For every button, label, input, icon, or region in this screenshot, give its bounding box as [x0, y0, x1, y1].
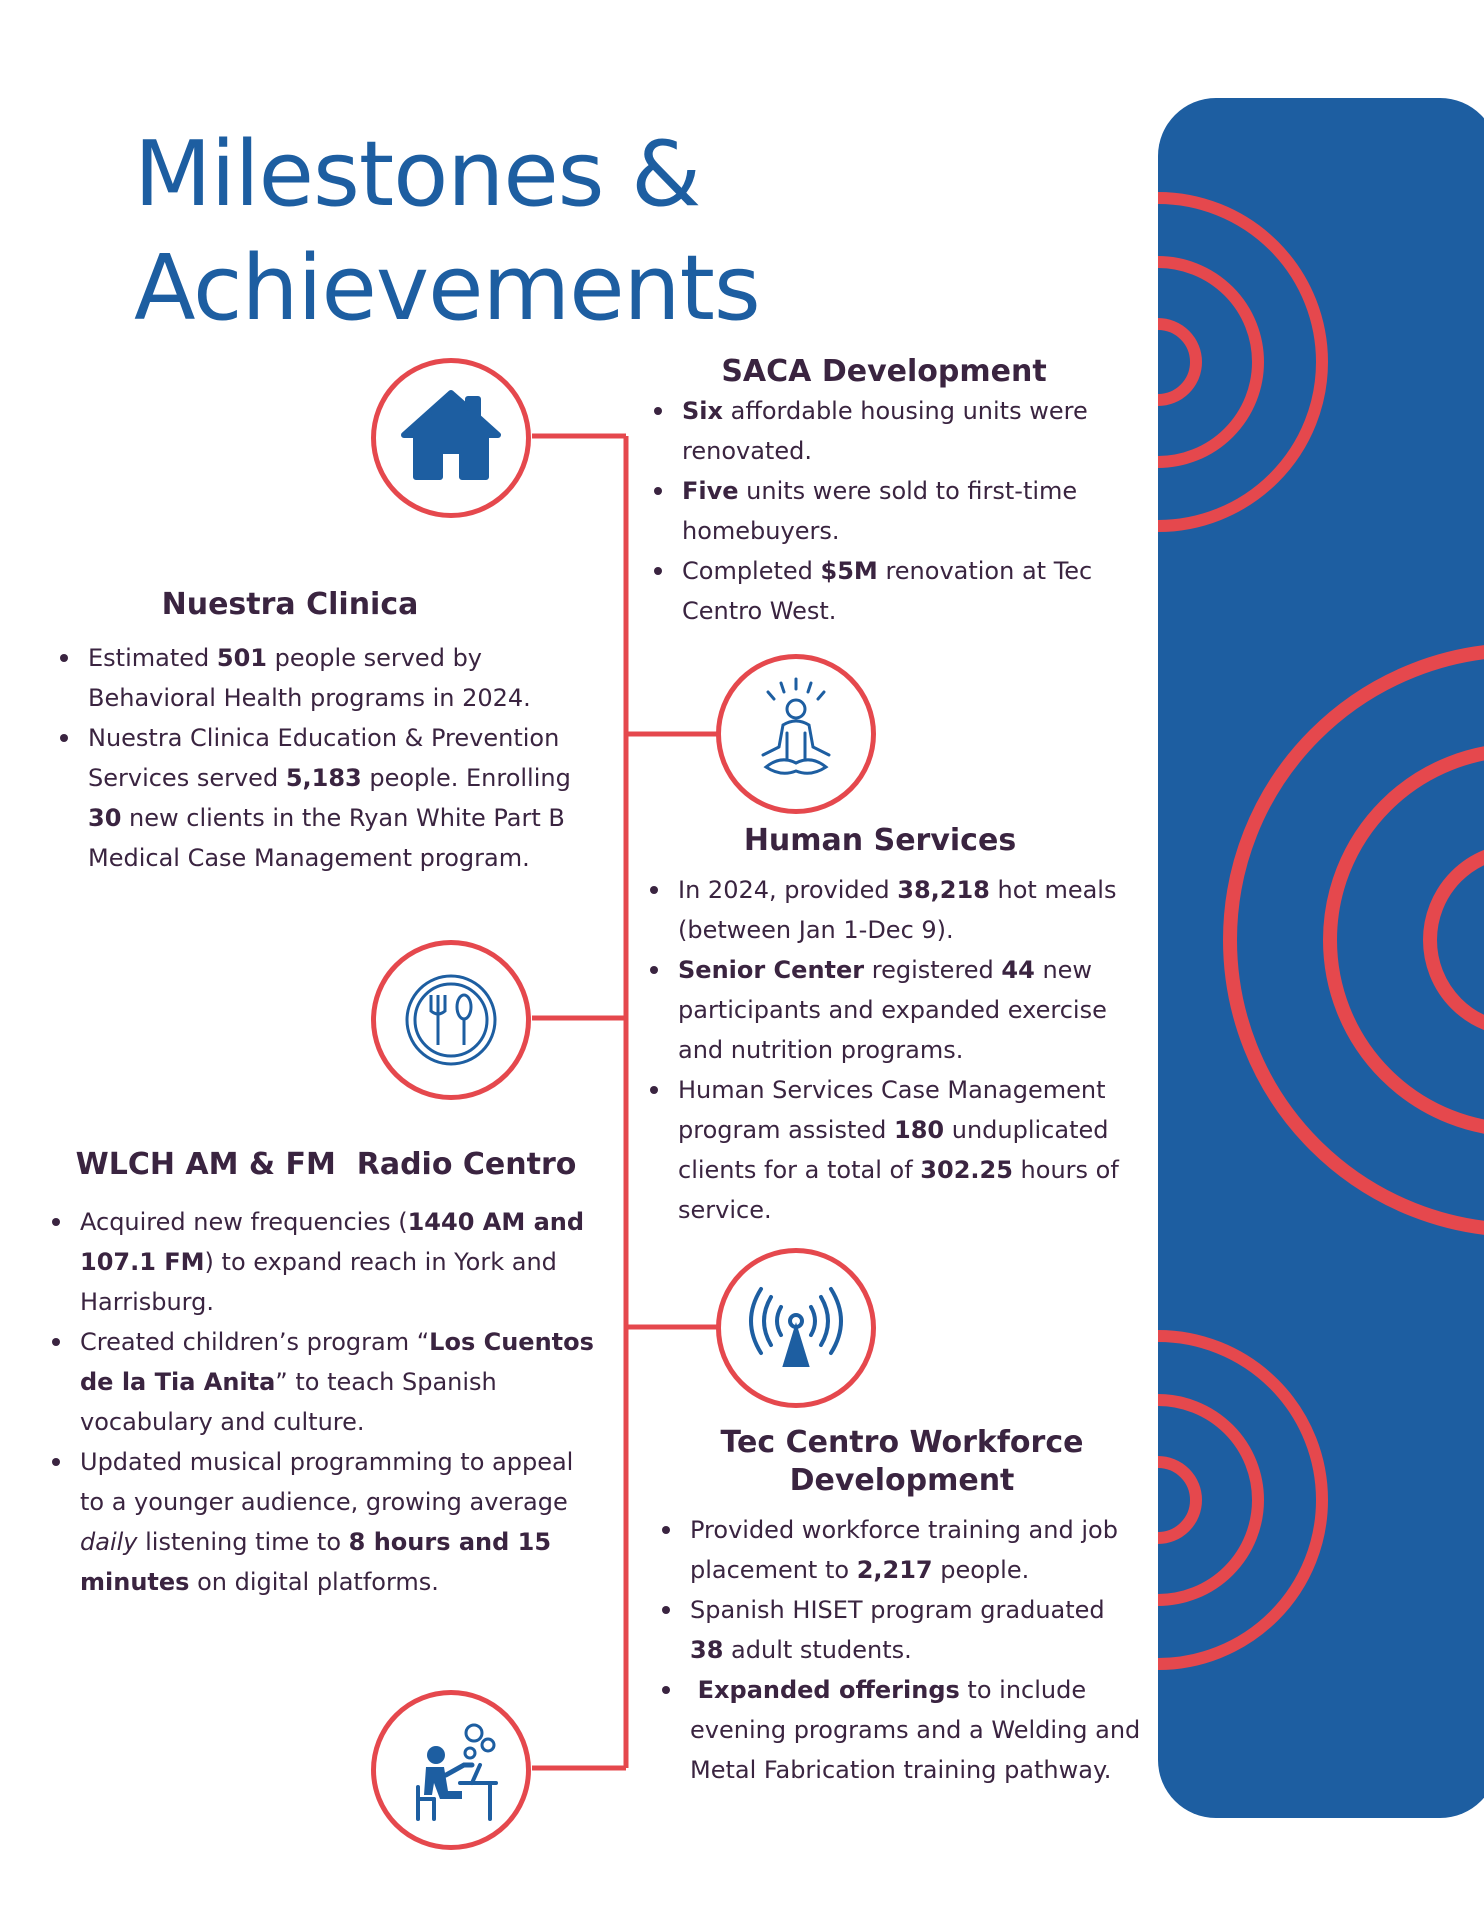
list-item: Nuestra Clinica Education & Prevention Services served 5,183 people. Enrolling 30 new clients in the Ryan White Part B Medical Case Management program. — [60, 718, 580, 878]
list-item: Updated musical programming to appeal to a younger audience, growing average daily listening time to 8 hours and 15 minutes on digital platforms. — [52, 1442, 600, 1602]
list-item: Acquired new frequencies (1440 AM and 107.1 FM) to expand reach in York and Harrisburg. — [52, 1202, 600, 1322]
list-item: Expanded offerings to include evening programs and a Welding and Metal Fabrication training pathway. — [662, 1670, 1142, 1790]
housing-icon-circle — [371, 358, 531, 518]
list-item: Completed $5M renovation at Tec Centro West. — [654, 551, 1114, 631]
meditation-icon-circle — [716, 654, 876, 814]
radio-list — [52, 1202, 600, 1602]
house-icon — [376, 363, 526, 513]
workforce-icon-circle — [371, 1690, 531, 1850]
human-services-list — [650, 870, 1130, 1230]
list-item: Spanish HISET program graduated 38 adult students. — [662, 1590, 1142, 1670]
human-services-section — [650, 822, 1130, 1230]
clinica-heading: Nuestra Clinica — [161, 587, 419, 622]
human-services-heading: Human Services — [743, 823, 1017, 858]
radio-icon-circle — [716, 1248, 876, 1408]
list-item: Estimated 501 people served by Behavioral Health programs in 2024. — [60, 638, 580, 718]
list-item: Provided workforce training and job placement to 2,217 people. — [662, 1510, 1142, 1590]
radio-heading: WLCH AM & FM Radio Centro — [75, 1147, 577, 1182]
clinica-list — [60, 638, 580, 878]
radio-section — [52, 1146, 600, 1602]
list-item: In 2024, provided 38,218 hot meals (between Jan 1-Dec 9). — [650, 870, 1130, 950]
worker-at-desk-icon — [376, 1695, 526, 1845]
radio-antenna-icon — [721, 1253, 871, 1403]
plate-fork-spoon-icon — [376, 945, 526, 1095]
clinica-section — [60, 586, 580, 878]
saca-section — [654, 353, 1114, 631]
list-item: Senior Center registered 44 new participants and expanded exercise and nutrition programs. — [650, 950, 1130, 1070]
tec-centro-heading-line-2: Development — [789, 1463, 1015, 1498]
list-item: Human Services Case Management program assisted 180 unduplicated clients for a total of 302.25 hours of service. — [650, 1070, 1130, 1230]
tec-centro-heading-line-1: Tec Centro Workforce — [720, 1425, 1084, 1460]
tec-centro-heading — [662, 1424, 1142, 1500]
meditation-icon — [721, 659, 871, 809]
tec-centro-list — [662, 1510, 1142, 1790]
saca-heading: SACA Development — [721, 354, 1047, 389]
meals-icon-circle — [371, 940, 531, 1100]
list-item: Created children’s program “Los Cuentos de la Tia Anita” to teach Spanish vocabulary and culture. — [52, 1322, 600, 1442]
tec-centro-section — [662, 1424, 1142, 1790]
list-item: Six affordable housing units were renovated. — [654, 391, 1114, 471]
title-line-1: Milestones & — [134, 122, 701, 227]
saca-list — [654, 391, 1114, 631]
title-line-2: Achievements — [134, 236, 760, 341]
list-item: Five units were sold to first-time homebuyers. — [654, 471, 1114, 551]
